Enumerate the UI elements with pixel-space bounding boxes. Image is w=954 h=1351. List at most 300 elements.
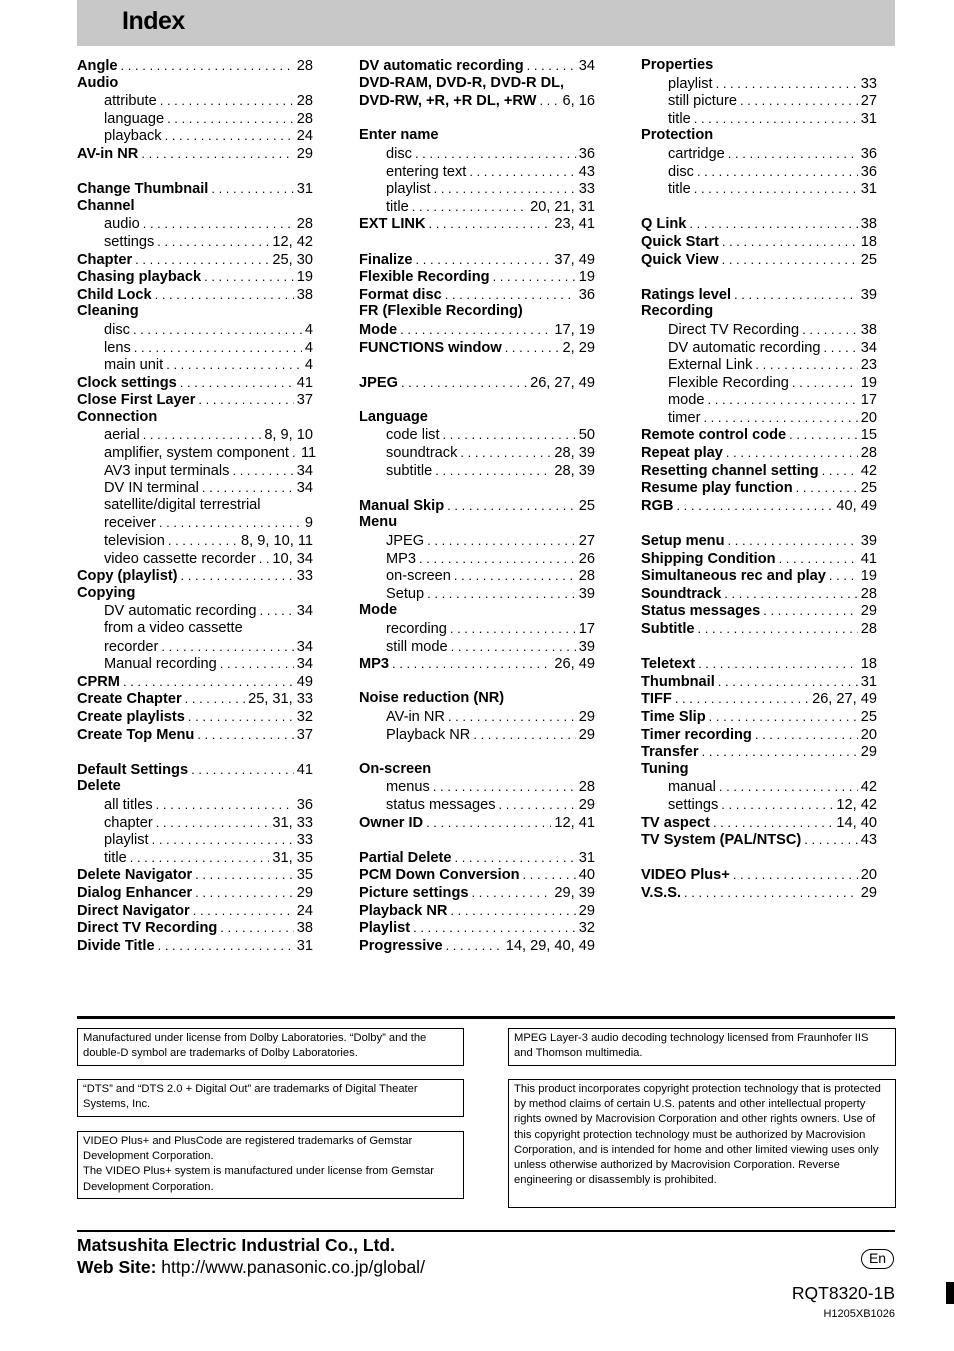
index-subentry — [359, 620, 595, 638]
index-subentry — [641, 339, 877, 357]
index-term: Time Slip — [641, 708, 706, 725]
index-spacer — [77, 163, 313, 181]
page-reference: 20 — [860, 867, 877, 884]
index-term: Ratings level — [641, 286, 732, 303]
index-term: Shipping Condition — [641, 550, 776, 567]
index-entry — [641, 303, 877, 321]
dot-leader — [698, 620, 858, 638]
index-subentry — [77, 339, 313, 357]
page-reference: 39 — [578, 638, 595, 655]
page-reference: 27 — [578, 533, 595, 550]
index-term: Create playlists — [77, 708, 185, 725]
index-term: EXT LINK — [359, 216, 426, 233]
index-term: Soundtrack — [641, 585, 722, 602]
index-entry — [359, 57, 595, 75]
language-badge: En — [861, 1249, 894, 1269]
index-entry — [641, 814, 877, 832]
page-reference: 37, 49 — [554, 251, 595, 268]
page-reference: 31 — [296, 937, 313, 954]
dot-leader — [161, 638, 293, 656]
index-subentry — [359, 796, 595, 814]
index-term: menus — [386, 779, 430, 796]
dot-leader — [469, 163, 575, 181]
page-reference: 26, 49 — [554, 656, 595, 673]
dot-leader — [415, 145, 576, 163]
index-term: AV3 input terminals — [104, 462, 230, 479]
page-reference: 17 — [860, 392, 877, 409]
index-entry — [359, 761, 595, 779]
dot-leader — [167, 110, 294, 128]
page-reference: 34 — [296, 462, 313, 479]
index-entry — [359, 215, 595, 233]
page-reference: 37 — [296, 726, 313, 743]
index-subentry — [77, 462, 313, 480]
index-entry — [77, 708, 313, 726]
page-reference: 29 — [578, 726, 595, 743]
index-entry — [641, 743, 877, 761]
index-subentry — [359, 550, 595, 568]
index-entry — [641, 690, 877, 708]
index-entry — [641, 761, 877, 779]
dot-leader — [428, 215, 551, 233]
page-reference: 31 — [296, 181, 313, 198]
index-entry — [641, 462, 877, 480]
index-term: playlist — [668, 75, 713, 92]
page-reference: 36 — [860, 163, 877, 180]
dot-leader — [703, 409, 857, 427]
index-term: Delete Navigator — [77, 867, 193, 884]
dot-leader — [160, 92, 294, 110]
dot-leader — [454, 567, 576, 585]
index-term: Direct Navigator — [77, 902, 190, 919]
page-reference: 34 — [296, 638, 313, 655]
page-reference: 31 — [860, 181, 877, 198]
page-reference: 39 — [860, 286, 877, 303]
index-column-2 — [359, 57, 595, 954]
index-subentry — [359, 462, 595, 480]
index-subentry — [77, 92, 313, 110]
dot-leader — [523, 866, 576, 884]
dot-leader — [211, 180, 293, 198]
index-entry — [641, 708, 877, 726]
index-term: Language — [359, 408, 428, 425]
index-term: Clock settings — [77, 374, 177, 391]
dot-leader — [460, 444, 551, 462]
index-term: Noise reduction (NR) — [359, 690, 505, 707]
index-entry — [641, 585, 877, 603]
page-reference: 29, 39 — [554, 884, 595, 901]
page-reference: 31 — [578, 849, 595, 866]
index-term: Protection — [641, 127, 714, 144]
dot-leader — [448, 708, 576, 726]
index-subentry — [641, 145, 877, 163]
dot-leader — [698, 655, 858, 673]
dot-leader — [445, 286, 576, 304]
dot-leader — [220, 655, 294, 673]
index-subentry — [641, 374, 877, 392]
page-reference: 29 — [860, 744, 877, 761]
index-subentry — [359, 163, 595, 181]
index-entry — [77, 726, 313, 744]
index-entry — [77, 251, 313, 269]
dot-leader — [792, 374, 858, 392]
dot-leader — [824, 339, 858, 357]
page-reference: 12, 41 — [554, 814, 595, 831]
page-reference: 32 — [296, 708, 313, 725]
model-number: RQT8320-1B — [791, 1283, 895, 1303]
page-reference: 17 — [578, 621, 595, 637]
page-reference: 34 — [296, 656, 313, 673]
index-term: aerial — [104, 427, 140, 444]
page-reference: 41 — [296, 761, 313, 778]
dot-leader — [188, 708, 294, 726]
page-reference: 26, 27, 49 — [530, 374, 595, 391]
page-reference: 35 — [296, 867, 313, 884]
index-term: Quick View — [641, 251, 719, 268]
dot-leader — [713, 814, 833, 832]
index-term: Manual recording — [104, 656, 217, 673]
page-reference: 29 — [860, 603, 877, 620]
index-entry — [359, 321, 595, 339]
index-subentry — [77, 444, 317, 462]
index-subentry — [641, 391, 877, 409]
page-edge-mark — [946, 1282, 954, 1304]
index-entry — [77, 937, 313, 955]
page-reference: 28 — [296, 58, 313, 74]
page-reference: 36 — [578, 286, 595, 303]
index-term: television — [104, 533, 165, 550]
index-entry — [77, 884, 313, 902]
dot-leader — [822, 462, 858, 480]
index-term: V.S.S. — [641, 884, 682, 901]
index-entry — [641, 286, 877, 304]
index-term: Picture settings — [359, 884, 469, 901]
index-subentry — [359, 532, 595, 550]
dot-leader — [697, 163, 858, 181]
page-reference: 31 — [860, 110, 877, 127]
index-subentry — [77, 655, 313, 673]
dot-leader — [694, 110, 858, 128]
index-term: Angle — [77, 58, 118, 74]
dot-leader — [675, 690, 809, 708]
index-entry — [359, 602, 595, 620]
index-term: Menu — [359, 514, 398, 531]
index-entry — [641, 673, 877, 691]
page-reference: 41 — [296, 374, 313, 391]
page-reference: 33 — [578, 181, 595, 198]
page-reference: 31, 33 — [272, 814, 313, 831]
page-reference: 8, 9, 10 — [264, 427, 313, 444]
index-spacer — [359, 479, 595, 497]
dot-leader — [130, 849, 270, 867]
page-reference: 31, 35 — [272, 849, 313, 866]
index-term: Mode — [359, 321, 398, 338]
index-spacer — [641, 849, 877, 867]
index-term: Mode — [359, 602, 398, 619]
index-term: Divide Title — [77, 937, 155, 954]
dot-leader — [527, 57, 576, 75]
index-term: DVD-RAM, DVD-R, DVD-R DL, — [359, 74, 565, 91]
index-term: RGB — [641, 497, 674, 514]
index-subentry — [77, 215, 313, 233]
index-subentry — [641, 356, 877, 374]
index-entry — [77, 778, 313, 796]
index-term: DV IN terminal — [104, 480, 199, 497]
index-term: recorder — [104, 638, 159, 655]
dot-leader — [702, 743, 858, 761]
dot-leader — [143, 215, 294, 233]
dot-leader — [684, 884, 858, 902]
index-subentry — [77, 110, 313, 128]
page-reference: 36 — [296, 796, 313, 813]
index-subentry — [77, 550, 313, 568]
page-reference: 29 — [578, 708, 595, 725]
dot-leader — [804, 831, 857, 849]
index-term: video cassette recorder — [104, 550, 256, 567]
index-term: Finalize — [359, 251, 413, 268]
page-reference: 28, 39 — [554, 445, 595, 462]
index-entry — [77, 374, 313, 392]
dot-leader — [156, 796, 294, 814]
index-entry — [77, 391, 313, 409]
index-subentry — [77, 321, 313, 339]
index-subentry — [359, 638, 595, 656]
index-subentry — [359, 567, 595, 585]
dot-leader — [728, 532, 858, 550]
dot-leader — [450, 902, 575, 920]
dot-leader — [447, 497, 576, 515]
index-term: all titles — [104, 796, 153, 813]
index-term: Progressive — [359, 937, 443, 954]
index-subentry — [359, 198, 595, 216]
dot-leader — [446, 937, 503, 955]
dot-leader — [259, 550, 270, 568]
dot-leader — [168, 532, 238, 550]
notices-top-divider — [77, 1016, 895, 1019]
index-term: Resume play function — [641, 480, 793, 497]
index-entry — [359, 814, 595, 832]
page-reference: 32 — [578, 920, 595, 937]
index-spacer — [359, 356, 595, 374]
index-term: Connection — [77, 408, 158, 425]
index-entry — [641, 655, 877, 673]
dot-leader — [156, 814, 270, 832]
index-subentry — [77, 849, 313, 867]
index-subentry — [359, 426, 595, 444]
index-entry — [359, 902, 595, 920]
page-reference: 38 — [296, 920, 313, 937]
web-site-label: Web Site: — [77, 1257, 157, 1277]
index-subentry — [641, 180, 877, 198]
index-term: disc — [386, 145, 412, 162]
page-reference: 29 — [296, 145, 313, 162]
index-term: lens — [104, 339, 131, 356]
index-subentry — [359, 585, 595, 603]
dot-leader — [716, 75, 858, 93]
index-term: FUNCTIONS window — [359, 339, 502, 356]
gemstar-notice-text-2: The VIDEO Plus+ system is manufactured under license from Gemstar Development Corporation. — [83, 1165, 434, 1193]
index-term: MP3 — [359, 656, 390, 673]
index-entry — [359, 655, 595, 673]
index-term: title — [104, 849, 127, 866]
index-term: Chapter — [77, 251, 133, 268]
index-subentry — [77, 602, 313, 620]
page-reference: 40, 49 — [836, 497, 877, 514]
dot-leader — [197, 726, 293, 744]
index-entry — [77, 57, 313, 75]
company-name: Matsushita Electric Industrial Co., Ltd. — [77, 1235, 395, 1255]
dot-leader — [198, 391, 293, 409]
dot-leader — [694, 180, 858, 198]
page-reference: 39 — [860, 533, 877, 550]
index-term: Properties — [641, 57, 714, 73]
page-reference: 34 — [578, 58, 595, 74]
dot-leader — [181, 567, 294, 585]
index-entry — [77, 690, 313, 708]
index-term: receiver — [104, 515, 156, 532]
index-term: Create Top Menu — [77, 726, 195, 743]
page-reference: 19 — [860, 568, 877, 585]
index-term: Playback NR — [359, 902, 448, 919]
index-subentry — [77, 514, 313, 532]
dot-leader — [412, 198, 527, 216]
page-reference: 4 — [304, 339, 313, 356]
index-subentry — [77, 426, 313, 444]
index-subentry — [77, 831, 313, 849]
dot-leader — [779, 550, 858, 568]
index-term: language — [104, 110, 165, 127]
index-subentry — [77, 532, 313, 550]
index-term: Recording — [641, 303, 714, 320]
dot-leader — [796, 479, 858, 497]
index-spacer — [77, 743, 313, 761]
gemstar-trademark-notice — [77, 1131, 464, 1199]
page-reference: 29 — [296, 884, 313, 901]
index-column-1 — [77, 57, 317, 954]
page-reference: 39 — [578, 585, 595, 602]
index-term: Status messages — [641, 603, 761, 620]
dot-leader — [166, 356, 302, 374]
index-spacer — [359, 831, 595, 849]
page-reference: 18 — [860, 233, 877, 250]
index-term: Teletext — [641, 656, 696, 673]
dot-leader — [726, 444, 858, 462]
index-entry — [641, 831, 877, 849]
index-entry — [359, 127, 595, 145]
index-subentry — [77, 497, 313, 515]
index-subentry — [641, 321, 877, 339]
index-subentry — [359, 444, 595, 462]
index-term: chapter — [104, 814, 153, 831]
index-term: AV-in NR — [77, 145, 139, 162]
index-spacer — [641, 514, 877, 532]
page-reference: 19 — [578, 269, 595, 286]
index-term: playlist — [104, 832, 149, 849]
dot-leader — [155, 286, 294, 304]
index-term: Repeat play — [641, 445, 723, 462]
dot-leader — [539, 92, 559, 110]
page-reference: 34 — [860, 339, 877, 356]
index-term: VIDEO Plus+ — [641, 867, 730, 884]
index-term: recording — [386, 621, 447, 637]
page-reference: 4 — [304, 321, 313, 338]
dot-leader — [427, 532, 576, 550]
page-reference: 19 — [860, 374, 877, 391]
index-entry — [641, 532, 877, 550]
dot-leader — [763, 602, 858, 620]
web-site-url[interactable]: http://www.panasonic.co.jp/global/ — [161, 1257, 425, 1277]
index-term: External Link — [668, 357, 753, 374]
index-term: Remote control code — [641, 427, 787, 444]
page-reference: 25, 30 — [272, 251, 313, 268]
index-entry — [641, 884, 877, 902]
dot-leader — [152, 831, 294, 849]
page-reference: 19 — [296, 269, 313, 286]
index-column-3 — [641, 57, 877, 902]
dot-leader — [427, 585, 576, 603]
dot-leader — [260, 602, 294, 620]
index-term: Close First Layer — [77, 392, 196, 409]
index-term: Flexible Recording — [668, 374, 789, 391]
index-subentry — [359, 778, 595, 796]
page-reference: 6, 16 — [562, 93, 595, 110]
index-term: FR (Flexible Recording) — [359, 303, 523, 320]
index-term: Manual Skip — [359, 497, 445, 514]
page-reference: 23, 41 — [554, 216, 595, 233]
page-reference: 12, 42 — [836, 796, 877, 813]
dot-leader — [134, 339, 302, 357]
index-term: Setup menu — [641, 533, 725, 550]
dot-leader — [413, 919, 576, 937]
dot-leader — [719, 778, 858, 796]
dot-leader — [722, 233, 858, 251]
dolby-trademark-notice — [77, 1028, 464, 1066]
index-subentry — [641, 796, 877, 814]
index-entry — [77, 75, 313, 93]
page-reference: 50 — [578, 427, 595, 444]
dot-leader — [121, 57, 294, 75]
dot-leader — [157, 233, 269, 251]
page-reference: 28 — [578, 568, 595, 585]
index-term: on-screen — [386, 568, 451, 585]
index-term: Create Chapter — [77, 691, 182, 708]
index-term: main unit — [104, 357, 164, 374]
page-reference: 24 — [296, 128, 313, 145]
gemstar-notice-text-1: VIDEO Plus+ and PlusCode are registered trademarks of Gemstar Development Corporation. — [83, 1135, 413, 1163]
page-reference: 29 — [578, 796, 595, 813]
index-spacer — [359, 743, 595, 761]
dot-leader — [722, 251, 858, 269]
page-reference: 28, 39 — [554, 462, 595, 479]
index-term: Channel — [77, 197, 135, 214]
index-subentry — [77, 638, 313, 656]
page-reference: 26 — [578, 550, 595, 567]
page-reference: 33 — [296, 832, 313, 849]
index-entry — [359, 884, 595, 902]
page-reference: 15 — [860, 427, 877, 444]
index-subentry — [641, 75, 877, 93]
page-reference: 34 — [296, 603, 313, 620]
index-header-bar — [77, 0, 895, 46]
page-reference: 37 — [296, 392, 313, 409]
index-term: settings — [668, 796, 719, 813]
index-spacer — [359, 673, 595, 691]
page-reference: 12, 42 — [272, 233, 313, 250]
index-term: DV automatic recording — [668, 339, 821, 356]
index-entry — [359, 849, 595, 867]
index-term: playlist — [386, 181, 431, 198]
index-term: audio — [104, 216, 140, 233]
